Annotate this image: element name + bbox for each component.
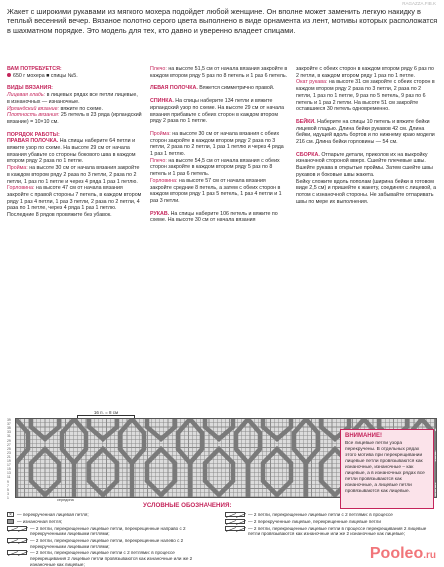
left-front-label: ЛЕВАЯ ПОЛОЧКА. xyxy=(150,85,198,92)
legend-text: — 2 петли, перекрещенные лицевые петли в процессе перекрещивания 2 лицевые петли провязываются как изнаночные или же 2 изнаночные как лицевые; xyxy=(248,525,427,537)
right-front-section: ПРАВАЯ ПОЛОЧКА. На спицы наберите 64 петли и вяжите узор по схеме. На высоте 29 см от начала вязания убавьте со стороны бокового шва в каждом втором ряду 2 раза по 1 петле. xyxy=(7,138,136,165)
row-number: 35 xyxy=(7,426,11,431)
cable-band xyxy=(178,419,190,463)
legend-item xyxy=(225,512,430,518)
knitting-types-heading: ВИДЫ ВЯЗАНИЯ: xyxy=(7,85,53,92)
legend-item xyxy=(7,538,212,549)
legend-symbol-icon xyxy=(225,526,245,531)
repeat-label: 16 п. = 8 см xyxy=(93,410,119,415)
chart-repeat-marker xyxy=(7,410,437,418)
bands-text: Наберите на спицы 10 петель и вяжите бейки лицевой гладью. Длина бейки рукавов 42 см. Длина бейки, идущей вдоль бортов и по нижнему краю модели 216 см. Длина бейки горловины — 54 см. xyxy=(296,118,435,146)
back-neck-text: на высоте 57 см от начала вязания закройте средние 8 петель, а затем с обеих сторон в каждом втором ряду 1 раз 5 петель, 1 раз 4 петли и 1 раз 3 петли. xyxy=(150,177,282,204)
row-number: 39 xyxy=(7,418,11,422)
row-number: 23 xyxy=(7,450,11,455)
bullet-dot-icon xyxy=(7,73,11,77)
shoulder-text: на высоте 51,5 см от начала вязания закройте в каждом втором ряду 5 раз по 8 петель и 1 раз 6 петель. xyxy=(150,66,288,79)
sleeve-continued-text: закройте с обеих сторон в каждом втором ряду 6 раз по 2 петли, в каждом втором ряду 1 раз по 1 петле. xyxy=(296,66,434,79)
legend-text: — 2 перекрученные лицевые, перекрещенные лицевые петли xyxy=(248,518,381,524)
cable-band xyxy=(248,419,260,498)
back-neck-label: Горловина: xyxy=(150,177,178,184)
row-numbers xyxy=(7,418,15,498)
cable-band xyxy=(263,449,291,495)
sleeve-label: РУКАВ. xyxy=(150,210,170,217)
work-order-heading: ПОРЯДОК РАБОТЫ: xyxy=(7,131,60,138)
cable-band xyxy=(190,419,202,498)
row-number: 17 xyxy=(7,463,11,468)
attention-box xyxy=(340,429,434,509)
legend-item xyxy=(225,519,430,525)
cable-band xyxy=(16,419,28,498)
cable-band xyxy=(89,419,117,439)
row-number: 21 xyxy=(7,454,11,459)
attention-text: Все лицевые петли узора перекручены. В отдельных рядах этого мотива при перекрещивании лицевые петли провязываются как изнаночные, изнаночные – как лицевые, а в изнаночных рядах все петли провязываются как изнаночные, а лицевые петли провязываются как лицевые. xyxy=(345,441,425,494)
cable-band xyxy=(306,419,318,498)
back-armhole-label: Пройма: xyxy=(150,130,171,137)
legend-symbol-icon xyxy=(7,538,27,543)
legend-symbol-icon xyxy=(225,512,245,517)
armhole-section: Пройма: на высоте 30 см от начала вязания закройте в каждом втором ряду 2 раза по 3 петли, 2 раза по 2 петли, 1 раз по 1 петле и через 4 ряда 1 раз 1 петлю. xyxy=(7,165,140,185)
cable-band xyxy=(120,419,132,463)
cable-band xyxy=(205,419,233,439)
row-number: 27 xyxy=(7,442,11,447)
cable-band xyxy=(294,419,306,463)
row-number: 37 xyxy=(7,422,11,427)
column-middle xyxy=(150,66,288,224)
knitting-type-item: Лицевая гладь: в лицевых рядах все петли лицевые, в изнаночных — изнаночные. xyxy=(7,92,138,105)
column-right xyxy=(296,66,438,205)
assembly-label: СБОРКА. xyxy=(296,151,320,158)
knitting-type-item: Ирландский вязание: вяжите по схеме. xyxy=(7,105,103,112)
legend-symbol-icon xyxy=(7,519,14,524)
column-left xyxy=(7,66,142,225)
legend-symbol-icon: × xyxy=(7,512,14,517)
sleeve-cap-text: на высоте 31 см закройте с обеих сторон в каждом втором ряду 2 раза по 3 петли, 2 раза по 2 петли, 1 раз по 1 петле, 9 раз по 5 петель, 9 раз по 6 петель и 1 раз 2 петли. На высоте 51 см закройте оставшиеся 30 петель одновременно. xyxy=(296,79,435,113)
row-number: 19 xyxy=(7,459,11,463)
knitting-type-item: Плотность вязания: 25 петель в 23 ряда (ирландский вязание) = 10×10 см. xyxy=(7,112,142,125)
middle-label: середина xyxy=(57,498,74,502)
legend-item xyxy=(7,550,212,567)
sleeve-text: На спицы наберите 106 петель и вяжите по схеме. На высоте 30 см от начала вязания xyxy=(150,210,278,224)
watermark-logo: Pooleo.ru xyxy=(369,545,436,562)
legend-text: — 2 петли, перекрещенные лицевые петли с 2 петлями: в процессе xyxy=(248,512,393,517)
legend-left xyxy=(7,512,212,567)
materials-heading: ВАМ ПОТРЕБУЕТСЯ: xyxy=(7,66,62,72)
legend-symbol-icon xyxy=(7,550,27,555)
row-number: 9 xyxy=(7,479,9,484)
assembly-text-2: Бейку сложите вдоль пополам (ширина бейки в готовом виде 2,5 см) и пришейте к жакету, соединяя с лицевой, а потом с изнаночной стороны. Не забывайте отпаривать швы по мере их выполнения. xyxy=(296,178,437,205)
row-number: 1 xyxy=(7,495,9,500)
legend-text: — 2 петли, перекрещенные лицевые петли с 2 петлями: в процессе перекрещивания 2 лицевые петли провязываются как изнаночные или же 2 изнаночные как лицевые; xyxy=(30,550,193,567)
row-number: 11 xyxy=(7,475,11,480)
row-number: 7 xyxy=(7,483,9,488)
cable-band xyxy=(89,449,117,495)
cable-band xyxy=(263,419,291,439)
cable-band xyxy=(74,419,86,498)
legend-symbol-icon xyxy=(7,526,27,531)
back-armhole-text: на высоте 30 см от начала вязания с обеих сторон закройте в каждом втором ряду 2 раза по 3 петли, 2 раза по 2 петли, 1 раз 1 петлю и через 4 ряда 1 раз 1 петлю. xyxy=(150,130,284,158)
legend-right xyxy=(225,512,430,538)
legend-text: — 2 петли, перекрещенные лицевые петли, перекрещенные налево с 2 перекрученными лицевыми петлями; xyxy=(30,537,184,549)
back-label: СПИНКА. xyxy=(150,98,174,105)
row-number: 29 xyxy=(7,438,11,443)
row-number: 25 xyxy=(7,446,11,451)
back-text: На спицы наберите 134 петли и вяжите ирландский узор по схеме. На высоте 29 см от начала вязания прибавьте с обеих сторон в каждом втором ряду 2 раза по 1 петле. xyxy=(150,98,285,125)
cable-band xyxy=(31,419,59,439)
legend-item xyxy=(7,519,212,525)
corner-tag: RAGAZZA.FIB.K xyxy=(402,1,436,6)
row-number: 5 xyxy=(7,487,9,492)
cable-band xyxy=(205,449,233,495)
legend-item xyxy=(7,526,212,537)
materials-text: 650 г мохера ■ спицы №5. xyxy=(13,72,78,79)
cable-band xyxy=(132,419,144,498)
row-number: 31 xyxy=(7,434,11,439)
attention-title: ВНИМАНИЕ! xyxy=(345,433,382,439)
legend-item xyxy=(225,526,430,537)
cable-band xyxy=(147,449,175,495)
legend-item xyxy=(7,512,212,518)
sleeve-cap-label: Окат рукава: xyxy=(296,79,328,86)
legend-text: — перекрученная лицевая петля; xyxy=(17,512,89,517)
intro-text: Жакет с широкими рукавами из мягкого мохера подойдет любой женщине. Он вполне может заменить легкую накидку в теплый весенний вечер. Вязаное полотно серого цвета выполнено в виде орнамента из лент, мотивы которых расположатся в шахматном порядке. Это модель для тех, кто давно и уверенно владеет спицами. xyxy=(7,7,438,35)
shoulder-label: Плечо: xyxy=(150,66,167,72)
legend-title: УСЛОВНЫЕ ОБОЗНАЧЕНИЯ: xyxy=(143,502,232,509)
back-shoulder-text: на высоте 54,5 см от начала вязания с обеих сторон закройте в каждом втором ряду 5 раз по 8 петель и 1 раз 6 петель. xyxy=(150,157,280,178)
legend-text: — изнаночная петля; xyxy=(17,518,63,524)
row-number: 15 xyxy=(7,467,11,472)
cable-band xyxy=(236,419,248,463)
assembly-text: Отпарьте детали, приколов их на выкройку изнаночной стороной вверх. Сшейте плечевые швы. Вшейте рукава в открытые проймы. Затем сшейте швы рукавов и боковые швы жакета. xyxy=(296,151,433,178)
cable-band xyxy=(31,449,59,495)
neck-section: Горловина: на высоте 47 см от начала вязания закройте с правой стороны 7 петель, в каждом втором ряду 1 раз 4 петли, 1 раз 3 петли, 2 раза по 2 петли, 4 раза по 1 петле, через 4 ряда 1 раз 1 петлю. Последние 8 рядов провяжите без убавок. xyxy=(7,185,142,219)
back-shoulder-label: Плечо: xyxy=(150,157,167,164)
row-number: 13 xyxy=(7,471,11,476)
cable-band xyxy=(147,419,175,439)
legend-text: — 2 петли, перекрещенные лицевые петли, перекрещенные направо с 2 перекрученными лицевыми петлями; xyxy=(30,525,186,537)
legend-symbol-icon xyxy=(225,519,245,524)
row-number: 33 xyxy=(7,430,11,435)
bands-label: БЕЙКИ. xyxy=(296,118,316,125)
row-number: 3 xyxy=(7,491,9,496)
cable-band xyxy=(62,419,74,463)
left-front-text: Вяжется симметрично правой. xyxy=(199,85,275,92)
